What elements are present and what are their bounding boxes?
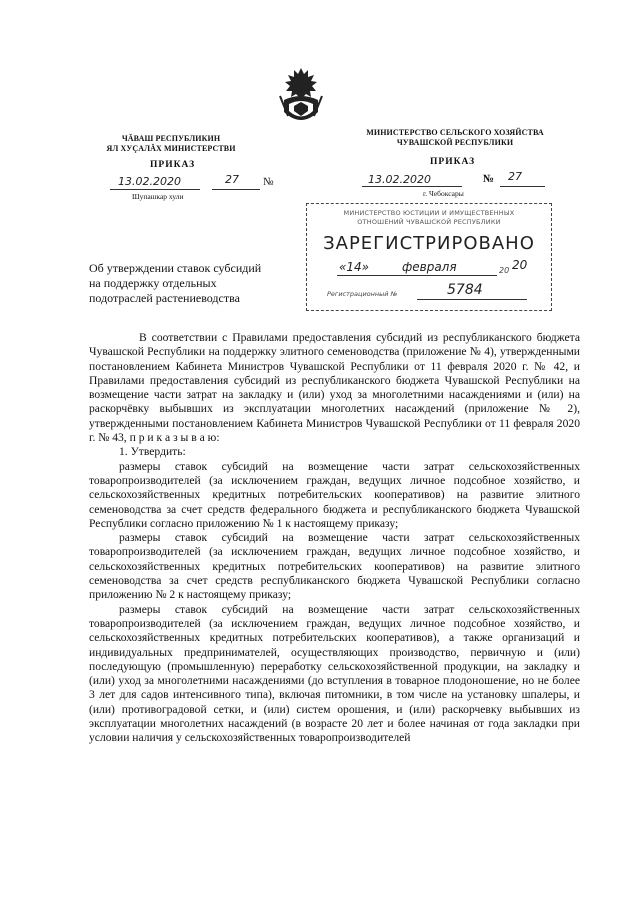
document-title [89, 261, 309, 306]
header-right-number-line [500, 186, 545, 187]
header-left-date-line [110, 189, 200, 190]
header-right-date-line [362, 186, 462, 187]
document-body [89, 331, 580, 746]
header-left-number-line [212, 189, 260, 190]
header-left-prikaz: ПРИКАЗ [150, 160, 196, 170]
header-left-number: 27 [225, 173, 239, 186]
chuvash-emblem-icon [278, 66, 324, 128]
stamp-line1: МИНИСТЕРСТВО ЮСТИЦИИ И ИМУЩЕСТВЕННЫХ [343, 209, 515, 217]
stamp-reg-line [417, 299, 527, 300]
header-left-line2: ЯЛ ХУÇАЛĂХ МИНИСТЕРСТВИ [106, 144, 236, 153]
body-paragraph-5: размеры ставок субсидий на возмещение части затрат сельскохозяйственных товаропроизводителей (за исключением граждан, ведущих личное подсобное хозяйство, и сельскохозяйственных кредитных потребительских кооперативов), а также организаций и индивидуальных предпринимателей, осуществляющих производство, первичную и (или) последующую (промышленную) переработку сельскохозяйственной продукции, на закладку и (или) уход за многолетними насаждениями (до вступления в товарное плодоношение, но не более 3 лет для садов интенсивного типа), включая питомники, в том числе на установку шпалеры, и (или) противоградовой сетки, и (или) систем орошения, и (или) раскорчевку выбывших из эксплуатации многолетних насаждений (в возрасте 20 лет и более начиная от года закладки при условии наличия у сельскохозяйственных товаропроизводителей [89, 602, 580, 745]
registration-stamp [306, 203, 552, 311]
body-paragraph-3: размеры ставок субсидий на возмещение части затрат сельскохозяйственных товаропроизводителей (за исключением граждан, ведущих личное подсобное хозяйство, и сельскохозяйственных кредитных потребительских кооперативов) на развитие элитного семеноводства за счет средств федерального бюджета и республиканского бюджета Чувашской Республики согласно приложению № 1 к настоящему приказу; [89, 459, 580, 530]
stamp-date-line [337, 275, 497, 276]
title-line1: Об утверждении ставок субсидий [89, 261, 262, 275]
body-paragraph-1: В соответствии с Правилами предоставления субсидий из республиканского бюджета Чувашской Республики на поддержку элитного семеноводства (приложение № 4), утвержденными постановлением Кабинета Министров Чувашской Республики от 11 февраля 2020 г. № 42, и Правилами предоставления субсидий из республиканского бюджета Чувашской Республики на возмещение части затрат на закладку и (или) уход за многолетними насаждениями и (или) на раскорчёвку выбывших из эксплуатации многолетних насаждений (приложение № 2), утвержденными постановлением Кабинета Министров Чувашской Республики от 11 февраля 2020 г. № 43, п р и к а з ы в а ю: [89, 331, 580, 445]
header-right-number: 27 [508, 170, 522, 183]
header-right-number-sign: № [483, 173, 495, 185]
title-line2: на поддержку отдельных [89, 276, 217, 290]
stamp-year-suffix: 20 [512, 258, 528, 272]
header-left-city: Шупашкар хули [132, 192, 184, 201]
stamp-registered: ЗАРЕГИСТРИРОВАНО [323, 233, 535, 254]
header-left-number-sign: № [263, 176, 274, 188]
stamp-month: февраля [402, 260, 457, 274]
header-right-city: г. Чебоксары [423, 189, 464, 198]
header-right-date: 13.02.2020 [368, 173, 431, 186]
header-right-line1: МИНИСТЕРСТВО СЕЛЬСКОГО ХОЗЯЙСТВА [366, 128, 544, 137]
stamp-reg-label: Регистрационный № [327, 290, 398, 298]
header-left-line1: ЧĂВАШ РЕСПУБЛИКИН [121, 134, 221, 143]
header-left-date: 13.02.2020 [118, 175, 181, 188]
stamp-year-prefix: 20 [499, 266, 510, 275]
header-right-prikaz: ПРИКАЗ [430, 157, 476, 167]
title-line3: подотраслей растениеводства [89, 291, 240, 305]
stamp-line2: ОТНОШЕНИЙ ЧУВАШСКОЙ РЕСПУБЛИКИ [357, 218, 501, 226]
body-paragraph-4: размеры ставок субсидий на возмещение части затрат сельскохозяйственных товаропроизводителей (за исключением граждан, ведущих личное подсобное хозяйство, и сельскохозяйственных кредитных потребительских кооперативов) на развитие элитного семеноводства за счет средств республиканского бюджета Чувашской Республики согласно приложению № 2 к настоящему приказу; [89, 531, 580, 602]
stamp-day: «14» [339, 260, 370, 274]
stamp-reg-number: 5784 [447, 282, 483, 298]
header-right-line2: ЧУВАШСКОЙ РЕСПУБЛИКИ [396, 138, 514, 147]
body-paragraph-2: 1. Утвердить: [119, 445, 186, 459]
